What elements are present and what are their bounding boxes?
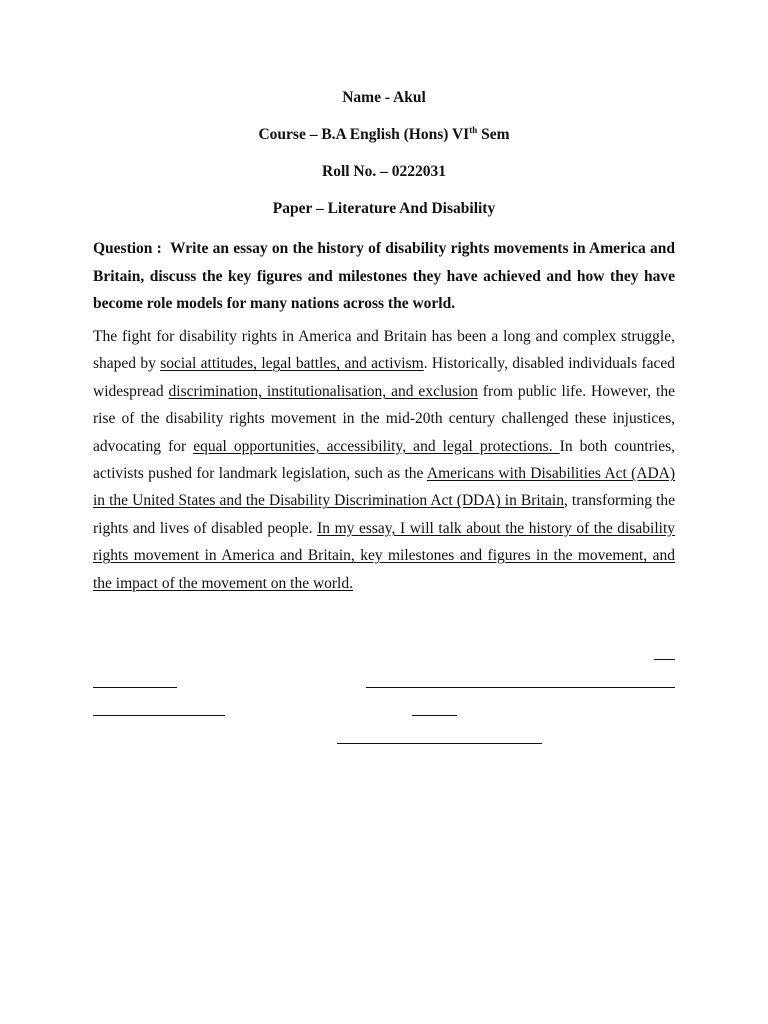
intro-text-4: In both countries, activists pushed for landmark legislation, such as the <box>93 437 675 483</box>
course-prefix: Course – B.A English (Hons) VI <box>258 126 470 143</box>
blank-rule <box>337 743 542 744</box>
blank-rule <box>366 687 675 688</box>
blank-rule <box>93 687 177 688</box>
intro-underline-3: equal opportunities, accessibility, and legal protections. <box>193 437 560 455</box>
paper-title: Paper – Literature And Disability <box>272 200 496 217</box>
question-text: Write an essay on the history of disability rights movements in America and Britain, discuss the key figures and milestones they have achieved and how they have become role models for many nations across the world. <box>93 240 676 312</box>
intro-text-3: from public life. However, the rise of the disability rights movement in the mid-20th century challenged these injustices, advocating for <box>93 382 675 455</box>
blank-rule <box>93 715 225 716</box>
essay-introduction <box>93 323 675 597</box>
course-superscript: th <box>469 124 478 135</box>
student-name: Name - Akul <box>342 89 426 106</box>
roll-number: Roll No. – 0222031 <box>322 163 446 180</box>
intro-underline-4: Americans with Disabilities Act (ADA) in the United States and the Disability Discrimination Act (DDA) in Britain <box>93 465 675 510</box>
intro-underline-2: discrimination, institutionalisation, and exclusion <box>168 382 478 400</box>
blank-rule <box>412 715 457 716</box>
question-label: Question : <box>93 240 170 257</box>
course-suffix: Sem <box>477 126 510 143</box>
intro-underline-5: In my essay, I will talk about the history of the disability rights movement in America and Britain, key milestones and figures in the movement, and the impact of the movement on the world. <box>93 519 675 592</box>
question-paragraph <box>93 235 675 318</box>
course-line <box>0 125 768 145</box>
blank-rule <box>654 659 675 660</box>
intro-text-1: The fight for disability rights in America and Britain has been a long and complex struggle, shaped by <box>93 328 675 373</box>
intro-text-2: . Historically, disabled individuals faced widespread <box>93 355 676 400</box>
intro-text-5: , transforming the rights and lives of disabled people. <box>93 492 675 537</box>
intro-underline-1: social attitudes, legal battles, and activism <box>160 355 424 373</box>
